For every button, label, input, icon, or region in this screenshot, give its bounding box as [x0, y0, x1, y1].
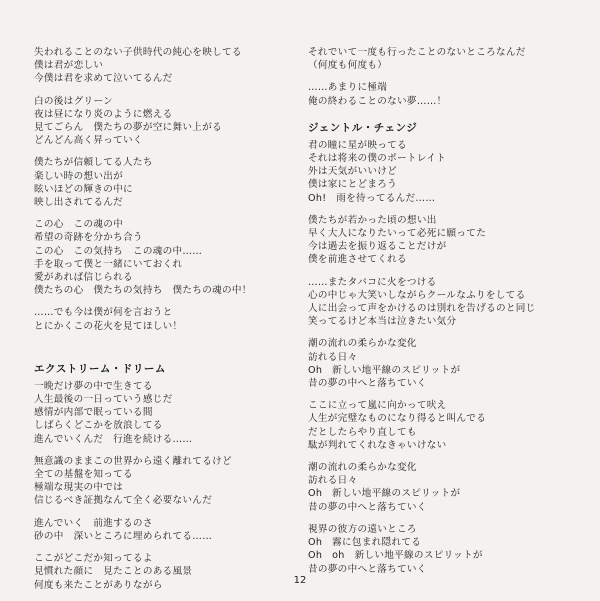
- section-title-gentle-change: ジェントル・チェンジ: [308, 121, 418, 134]
- lyric-line: 感情が内部で眠っている間: [34, 407, 153, 419]
- lyric-line: （何度も何度も）: [308, 60, 388, 72]
- lyric-line: 僕を前進させてくれる: [308, 254, 407, 266]
- stanza: [34, 380, 302, 446]
- lyric-line: 昔の夢の中へと落ちていく: [308, 501, 427, 513]
- lyric-line: 何度も来たことがありながら: [34, 579, 163, 591]
- stanza: [34, 95, 302, 148]
- lyric-line: 早く大人になりたいって必死に願ってた: [308, 228, 487, 240]
- lyric-line: 手を取って僕と一緒にいておくれ: [34, 258, 183, 270]
- lyric-line: 無意識のままこの世界から遠く離れてるけど: [34, 455, 232, 467]
- stanza: [34, 46, 302, 86]
- lyric-line: 進んでいく 前進するのさ: [34, 517, 153, 529]
- lyric-line: 笑ってるけど本当は泣きたい気分: [308, 316, 457, 328]
- stanza: [308, 461, 576, 514]
- lyric-line: どんどん高く昇っていく: [34, 135, 143, 147]
- lyric-line: 人生最後の一日っていう感じだ: [34, 394, 173, 406]
- lyric-line: 昔の夢の中へと落ちていく: [308, 378, 427, 390]
- lyric-line: 極端な現実の中では: [34, 482, 124, 494]
- lyric-line: 潮の流れの柔らかな変化: [308, 462, 417, 474]
- gentle-change-lyrics: [308, 139, 576, 576]
- stanza: [34, 455, 302, 508]
- lyric-line: 僕は君が恋しい: [34, 60, 104, 72]
- lyric-line: 一晩だけ夢の中で生きてる: [34, 380, 153, 392]
- lyric-line: 外は天気がいいけど: [308, 166, 398, 178]
- stanza: [308, 139, 576, 205]
- lyric-line: 砂の中 深いところに埋められてる……: [34, 530, 213, 542]
- lyric-line: Oh oh 新しい地平線のスピリットが: [308, 550, 483, 562]
- lyric-line: この心 この気持ち この魂の中……: [34, 245, 203, 257]
- lyric-line: 白の後はグリーン: [34, 95, 113, 107]
- stanza: [34, 306, 302, 332]
- stanza: [308, 399, 576, 452]
- lyric-line: 僕たちの心 僕たちの気持ち 僕たちの魂の中！: [34, 285, 252, 297]
- stanza: [308, 337, 576, 390]
- lyric-line: 昔の夢の中へと落ちていく: [308, 563, 427, 575]
- lyric-line: 駄が判れてくれなきゃいけない: [308, 439, 447, 451]
- stanza: [308, 214, 576, 267]
- lyric-line: 僕たちが若かった頃の想い出: [308, 214, 437, 226]
- lyric-line: それは将来の僕のポートレイト: [308, 153, 447, 165]
- lyric-line: 今は過去を振り返ることだけが: [308, 241, 447, 253]
- lyric-line: 今僕は君を求めて泣いてるんだ: [34, 73, 173, 85]
- lyric-line: しばらくどこかを放浪してる: [34, 420, 163, 432]
- lyric-line: 僕は家にとどまろう: [308, 179, 398, 191]
- stanza: [308, 523, 576, 576]
- lyric-line: 全ての基盤を知ってる: [34, 469, 133, 481]
- stanza: [308, 46, 576, 72]
- lyric-line: 潮の流れの柔らかな変化: [308, 338, 417, 350]
- lyric-line: 希望の奇跡を分かち合う: [34, 232, 143, 244]
- lyric-line: 僕たちが信頼してる人たち: [34, 157, 153, 169]
- lyric-line: 失われることのない子供時代の純心を映してる: [34, 47, 242, 58]
- stanza: [34, 218, 302, 297]
- lyric-line: 心の中じゃ大笑いしながらクールなふりをしてる: [308, 289, 526, 301]
- lyric-line: だとしたらやり直しても: [308, 426, 417, 438]
- lyric-line: それでいて一度も行ったことのないところなんだ: [308, 47, 526, 58]
- lyric-line: 楽しい時の想い出が: [34, 170, 124, 182]
- stanza: [34, 517, 302, 543]
- page-number: 12: [293, 575, 307, 586]
- lyric-line: 見慣れた顔に 見たことのある風景: [34, 566, 193, 578]
- lyric-line: Oh! 雨を待ってるんだ……: [308, 192, 436, 204]
- section-title-extreme-dream: エクストリーム・ドリーム: [34, 362, 166, 375]
- lyric-line: ここがどこだか知ってるよ: [34, 553, 153, 565]
- stanza: [308, 81, 576, 107]
- lyric-line: ……あまりに極端: [308, 82, 388, 94]
- left-column: [34, 46, 302, 601]
- left-top-lyrics: [34, 46, 302, 333]
- right-column: [308, 46, 576, 585]
- lyric-line: 夜は昼になり炎のように燃える: [34, 108, 173, 120]
- lyric-line: 人生が完璧なものになり得ると叫んでる: [308, 413, 487, 425]
- lyric-line: 人に出会って声をかけるのは別れを告げるのと同じ: [308, 303, 536, 315]
- lyric-line: この心 この魂の中: [34, 219, 124, 231]
- lyric-line: Oh 新しい地平線のスピリットが: [308, 488, 461, 500]
- lyric-line: 信じるべき証拠なんて全く必要ないんだ: [34, 495, 213, 507]
- lyric-line: 訪れる日々: [308, 475, 358, 487]
- lyric-line: Oh 新しい地平線のスピリットが: [308, 364, 461, 376]
- stanza: [308, 276, 576, 329]
- lyric-line: 映し出されてるんだ: [34, 197, 124, 209]
- lyric-line: ここに立って嵐に向かって吠え: [308, 400, 447, 412]
- lyric-line: 見てごらん 僕たちの夢が空に舞い上がる: [34, 122, 222, 134]
- lyric-line: ……でも今は僕が何を言おうと: [34, 307, 173, 319]
- lyric-line: 眩いほどの輝きの中に: [34, 183, 133, 195]
- lyric-line: 進んでいくんだ 行進を続ける……: [34, 433, 193, 445]
- extreme-dream-lyrics: [34, 380, 302, 592]
- lyric-line: 俺の終わることのない夢……！: [308, 95, 447, 107]
- lyric-line: 君の瞳に星が映ってる: [308, 139, 407, 151]
- lyric-line: ……またタバコに火をつける: [308, 276, 437, 288]
- lyric-line: Oh 霧に包まれ隠れてる: [308, 537, 422, 549]
- lyric-line: 訪れる日々: [308, 351, 358, 363]
- right-top-lyrics: [308, 46, 576, 108]
- lyric-line: とにかくこの花火を見てほしい！: [34, 320, 183, 332]
- lyric-line: 愛があれば信じられる: [34, 272, 133, 284]
- stanza: [34, 156, 302, 209]
- lyric-line: 視界の彼方の遠いところ: [308, 523, 417, 535]
